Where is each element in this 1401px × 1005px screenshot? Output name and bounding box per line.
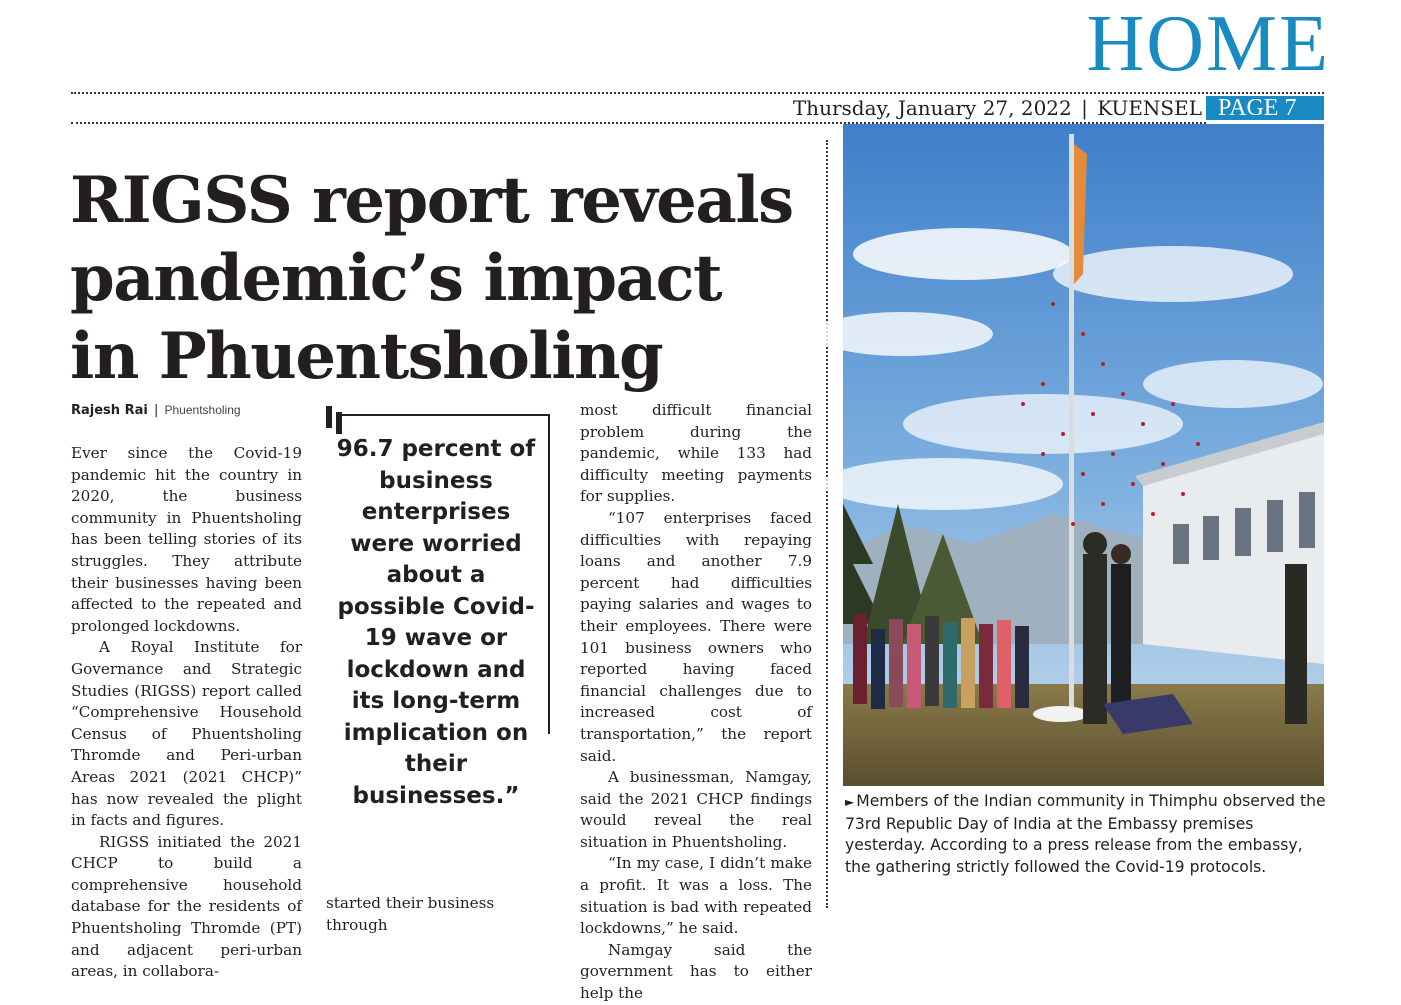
quote-mark-icon [326,406,346,434]
news-photo [843,124,1324,786]
header-top-rule [71,92,1324,94]
article-paragraph: Ever since the Covid-19 pandemic hit the country in 2020, the business community in Phuentsholing has been telling stories of its struggles. They attribute their businesses having been affected to the repeated and prolonged lockdowns. [71,444,302,635]
page-number-tab: PAGE 7 [1206,96,1324,120]
article-headline [70,162,830,396]
article-paragraph: Namgay said the government has to either help the [580,940,812,1003]
article-paragraph: RIGSS initiated the 2021 CHCP to build a comprehensive household database for the residents of Phuentsholing Thromde (PT) and adjacent peri-urban areas, in collabora- [71,832,302,981]
flag-hoisting-photo [843,124,1324,786]
pull-quote-text: 96.7 percent of business enterprises were worried about a possible Covid-19 wave or lockdown and its long-term implication on their businesses.” [336,436,536,809]
byline [71,402,241,418]
photo-caption [845,791,1330,878]
article-paragraph: A Royal Institute for Governance and Strategic Studies (RIGSS) report called “Comprehensive Household Census of Phuentsholing Thromde and Peri-urban Areas 2021 (2021 CHCP)” has now revealed the plight in facts and figures. [71,638,302,830]
dateline [700,96,1202,120]
pull-quote [326,414,550,814]
pull-quote-frame-top [342,414,550,416]
publication-name: KUENSEL [1097,96,1202,120]
headline-line: in Phuentsholing [70,319,663,394]
article-paragraph: “In my case, I didn’t make a profit. It was a loss. The situation is bad with repeated lockdowns,” he said. [580,854,812,938]
article-column-3 [580,400,812,1003]
article-paragraph: “107 enterprises faced difficulties with repaying loans and another 7.9 percent had difficulties paying salaries and wages to their employees. There were 101 business owners who reported having faced financial challenges due to increased cost of transportation,” the report said. [580,508,812,765]
headline-line: RIGSS report reveals [70,163,793,238]
article-column-1 [71,443,302,981]
section-title: HOME [1086,0,1330,88]
issue-date: Thursday, January 27, 2022 [792,96,1072,120]
byline-separator: | [153,403,159,418]
byline-author: Rajesh Rai [71,403,148,418]
caption-marker-icon: ► [845,795,855,809]
byline-place: Phuentsholing [164,403,241,417]
dateline-separator: | [1081,96,1088,120]
column-divider [826,140,828,908]
caption-text: Members of the Indian community in Thimphu observed the 73rd Republic Day of India at the Embassy premises yesterday. According to a press release from the embassy, the gathering strictly followed the Covid-19 protocols. [845,792,1326,876]
article-column-2-tail: started their business through [326,894,495,934]
headline-line: pandemic’s impact [70,241,722,316]
pull-quote-frame-right [548,414,550,734]
article-paragraph: most difficult financial problem during the pandemic, while 133 had difficulty meeting payments for supplies. [580,401,812,506]
article-paragraph: A businessman, Namgay, said the 2021 CHCP findings would reveal the real situation in Phuentsholing. [580,768,812,851]
